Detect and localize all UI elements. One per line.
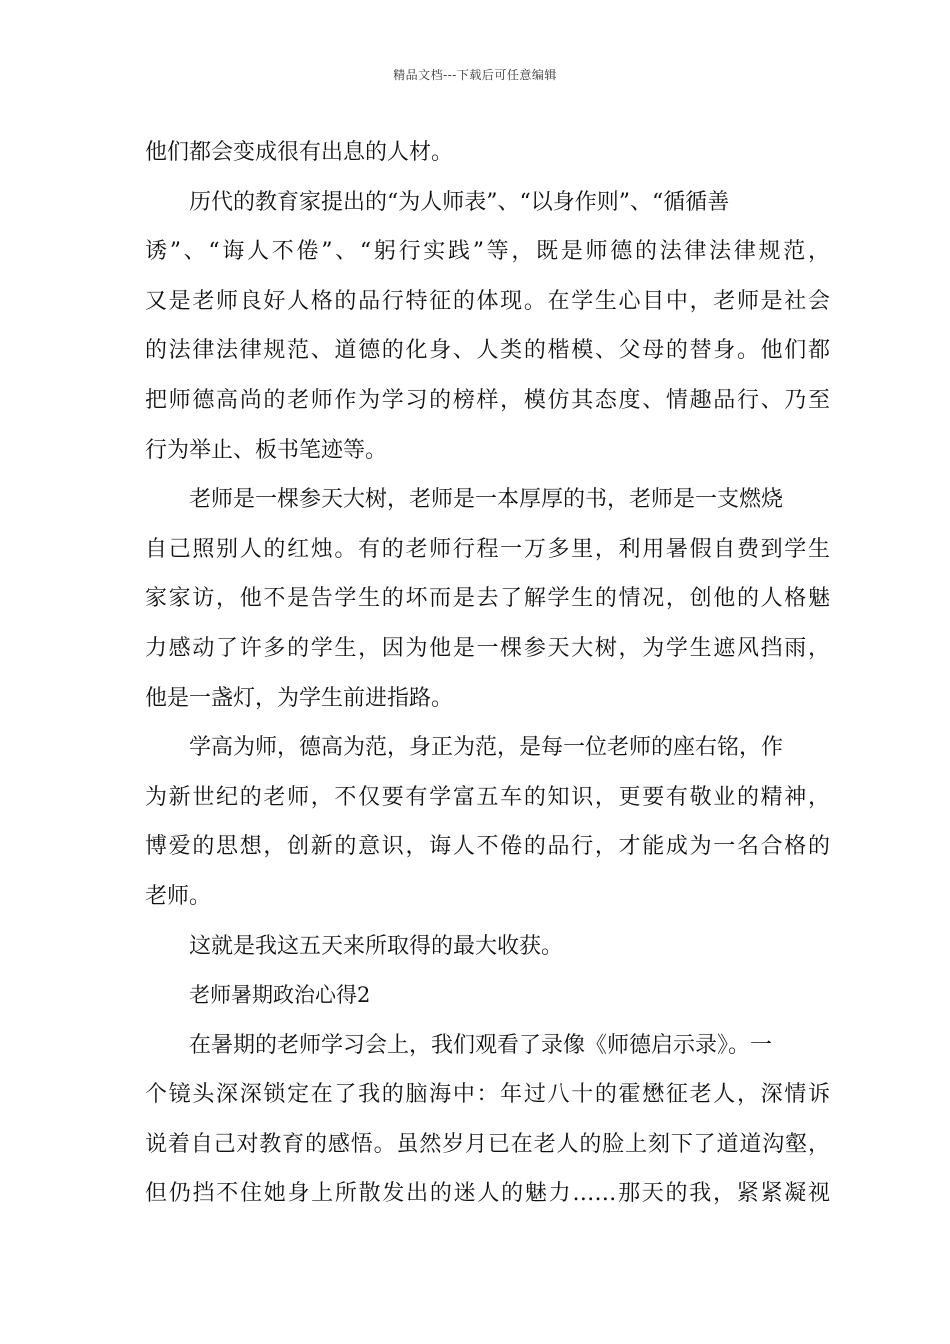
paragraph-line: 自己照别人的红烛。有的老师行程一万多里，利用暑假自费到学生 [145, 536, 830, 562]
section-heading: 老师暑期政治心得2 [189, 983, 371, 1008]
paragraph-line: 的法律法律规范、道德的化身、人类的楷模、父母的替身。他们都 [145, 338, 830, 364]
paragraph-line: 在暑期的老师学习会上，我们观看了录像《师德启示录》。一 [189, 1032, 773, 1058]
paragraph-line: 历代的教育家提出的“为人师表”、“以身作则”、“循循善 [189, 189, 730, 215]
document-body [145, 128, 830, 1219]
paragraph-line: 行为举止、板书笔迹等。 [145, 437, 388, 463]
paragraph-line: 但仍挡不住她身上所散发出的迷人的魅力……那天的我，紧紧凝视 [145, 1181, 830, 1207]
paragraph-line: 他是一盏灯，为学生前进指路。 [145, 685, 454, 711]
page-header: 精品文档---下载后可任意编辑 [393, 68, 557, 82]
paragraph-line: 家家访，他不是告学生的坏而是去了解学生的情况，创他的人格魅 [145, 586, 830, 612]
paragraph-line: 诱”、“诲人不倦”、“躬行实践”等，既是师德的法律法律规范， [145, 239, 830, 265]
paragraph-line: 学高为师，德高为范，身正为范，是每一位老师的座右铭，作 [189, 735, 784, 761]
paragraph-line: 老师是一棵参天大树，老师是一本厚厚的书，老师是一支燃烧 [189, 487, 784, 513]
paragraph-line: 老师。 [145, 883, 212, 909]
paragraph-line: 博爱的思想，创新的意识，诲人不倦的品行，才能成为一名合格的 [145, 834, 830, 860]
paragraph-line: 说着自己对教育的感悟。虽然岁月已在老人的脸上刻下了道道沟壑， [145, 1131, 830, 1157]
paragraph-line: 这就是我这五天来所取得的最大收获。 [189, 933, 564, 959]
paragraph-line: 又是老师良好人格的品行特征的体现。在学生心目中，老师是社会 [145, 288, 830, 314]
paragraph-line: 个镜头深深锁定在了我的脑海中：年过八十的霍懋征老人，深情诉 [145, 1082, 830, 1108]
paragraph-line: 为新世纪的老师，不仅要有学富五车的知识，更要有敬业的精神， [145, 784, 830, 810]
paragraph-line: 他们都会变成很有出息的人材。 [145, 140, 454, 165]
paragraph-line: 把师德高尚的老师作为学习的榜样，模仿其态度、情趣品行、乃至 [145, 387, 830, 413]
paragraph-line: 力感动了许多的学生，因为他是一棵参天大树，为学生遮风挡雨， [145, 635, 830, 661]
